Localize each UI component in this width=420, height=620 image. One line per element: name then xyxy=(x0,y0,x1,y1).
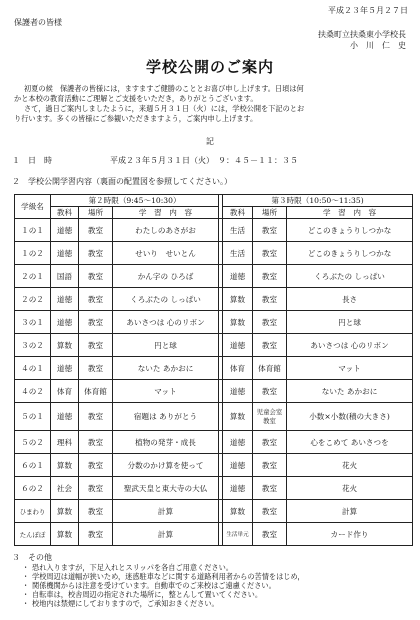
subject-cell: 算数 xyxy=(223,288,253,311)
class-cell: １の２ xyxy=(15,242,51,265)
place-cell: 教室 xyxy=(253,288,287,311)
content-cell: わたしのあさがお xyxy=(113,219,219,242)
class-cell: ２の１ xyxy=(15,265,51,288)
subject-cell: 算数 xyxy=(51,454,79,477)
table-row xyxy=(15,500,413,523)
note-item: ・ 自転車は，校舎周辺の指定された場所に，整とんして置いてください。 xyxy=(22,590,305,599)
table-row xyxy=(15,477,413,500)
table-row xyxy=(15,334,413,357)
content-cell: 円と球 xyxy=(287,311,413,334)
class-cell: ２の２ xyxy=(15,288,51,311)
place-cell: 教室 xyxy=(79,500,113,523)
subject-cell: 道徳 xyxy=(51,219,79,242)
subject-header: 教科 xyxy=(51,207,79,219)
place-cell: 教室 xyxy=(79,357,113,380)
period-2-header: 第２時限（9:45～10:30） xyxy=(51,195,219,207)
class-cell: ４の１ xyxy=(15,357,51,380)
subject-cell: 道徳 xyxy=(223,380,253,403)
notes-list xyxy=(22,563,305,608)
table-row xyxy=(15,523,413,546)
subject-cell: 算数 xyxy=(223,500,253,523)
content-cell: カード作り xyxy=(287,523,413,546)
subject-cell: 算数 xyxy=(51,523,79,546)
content-cell: 分数のかけ算を使って xyxy=(113,454,219,477)
content-cell: かん字の ひろば xyxy=(113,265,219,288)
item-2-heading: ２ 学校公開学習内容（裏面の配置図を参照してください。） xyxy=(12,177,232,186)
place-cell: 体育館 xyxy=(79,380,113,403)
school-name: 扶桑町立扶桑東小学校長 xyxy=(318,30,406,39)
content-cell: ないた あかおに xyxy=(113,357,219,380)
subject-header: 教科 xyxy=(223,207,253,219)
subject-cell: 道徳 xyxy=(51,357,79,380)
content-cell: 計算 xyxy=(113,500,219,523)
content-cell: どこのきょうりしつかな xyxy=(287,219,413,242)
class-cell: ４の２ xyxy=(15,380,51,403)
table-row xyxy=(15,219,413,242)
intro-line-2: かと本校の教育活動にご理解とご支援をいただき，ありがとうございます。 xyxy=(14,94,258,103)
content-cell: ないた あかおに xyxy=(287,380,413,403)
place-cell: 教室 xyxy=(79,334,113,357)
content-cell: どこのきょうりしつかな xyxy=(287,242,413,265)
class-cell: たんぽぽ xyxy=(15,523,51,546)
content-cell: 聖武天皇と東大寺の大仏 xyxy=(113,477,219,500)
place-cell: 教室 xyxy=(79,403,113,431)
subject-cell: 道徳 xyxy=(223,454,253,477)
place-cell: 教室 xyxy=(79,265,113,288)
subject-cell: 理科 xyxy=(51,431,79,454)
subject-cell: 道徳 xyxy=(51,403,79,431)
table-row xyxy=(15,357,413,380)
place-cell: 教室 xyxy=(79,288,113,311)
place-cell: 体育館 xyxy=(253,357,287,380)
note-item: ・ 学校周辺は道幅が狭いため，迷惑駐車などに関する道路利用者からの苦情をはじめ， xyxy=(22,572,305,581)
place-cell: 教室 xyxy=(253,311,287,334)
content-cell: あいさつは 心のリボン xyxy=(113,311,219,334)
place-cell: 教室 xyxy=(79,523,113,546)
subject-cell: 算数 xyxy=(223,403,253,431)
place-cell: 教室 xyxy=(79,242,113,265)
content-cell: 心をこめて あいさつを xyxy=(287,431,413,454)
class-cell: ５の１ xyxy=(15,403,51,431)
subject-cell: 道徳 xyxy=(223,265,253,288)
class-cell: ひまわり xyxy=(15,500,51,523)
subject-cell: 算数 xyxy=(51,334,79,357)
place-cell: 教室 xyxy=(79,454,113,477)
place-cell: 教室 xyxy=(253,500,287,523)
place-cell: 教室 xyxy=(253,219,287,242)
note-item: ・ 恐れ入りますが，下足入れとスリッパを各自ご用意ください。 xyxy=(22,563,305,572)
subject-cell: 道徳 xyxy=(223,431,253,454)
class-cell: ３の１ xyxy=(15,311,51,334)
place-header: 場所 xyxy=(253,207,287,219)
item-1-value: 平成２３年５月３１日（火） ９：４５－１１：３５ xyxy=(110,156,298,165)
place-cell: 教室 xyxy=(253,454,287,477)
content-cell: くろぶたの しっぱい xyxy=(287,265,413,288)
content-cell: 宿題は ありがとう xyxy=(113,403,219,431)
content-cell: 長さ xyxy=(287,288,413,311)
place-cell: 教室 xyxy=(253,242,287,265)
intro-line-4: り行います。多くの皆様にご参観いただきますよう，ご案内申し上げます。 xyxy=(14,114,258,123)
note-item: ・ 関係機関からは注意を受けています。自動車でのご来校はご遠慮ください。 xyxy=(22,581,305,590)
page-title: 学校公開のご案内 xyxy=(145,58,274,76)
intro-line-3: さて，過日ご案内しましたように，来週５月３１日（火）には，学校公開を下記のとお xyxy=(24,104,305,113)
note-item: ・ 校地内は禁煙にしておりますので，ご承知おきください。 xyxy=(22,599,305,608)
place-cell: 教室 xyxy=(253,477,287,500)
content-cell: マット xyxy=(287,357,413,380)
table-row xyxy=(15,403,413,431)
class-cell: ６の２ xyxy=(15,477,51,500)
schedule-table xyxy=(14,194,413,546)
intro-line-1: 初夏の候 保護者の皆様には，ますますご健勝のこととお喜び申し上げます。日頃は何 xyxy=(24,84,304,93)
class-cell: ６の１ xyxy=(15,454,51,477)
subject-cell: 体育 xyxy=(51,380,79,403)
content-cell: 円と球 xyxy=(113,334,219,357)
content-cell: 花火 xyxy=(287,454,413,477)
class-cell: ５の２ xyxy=(15,431,51,454)
place-cell: 教室 xyxy=(253,380,287,403)
subject-cell: 算数 xyxy=(223,311,253,334)
class-header: 学級名 xyxy=(15,195,51,219)
content-cell: くろぶたの しっぱい xyxy=(113,288,219,311)
class-cell: ３の２ xyxy=(15,334,51,357)
table-row xyxy=(15,242,413,265)
table-row xyxy=(15,311,413,334)
content-cell: 計算 xyxy=(113,523,219,546)
table-row xyxy=(15,454,413,477)
place-cell: 教室 xyxy=(253,334,287,357)
content-cell: 花火 xyxy=(287,477,413,500)
subject-cell: 道徳 xyxy=(51,288,79,311)
content-cell: せいり せいとん xyxy=(113,242,219,265)
subject-cell: 道徳 xyxy=(223,334,253,357)
content-cell: 計算 xyxy=(287,500,413,523)
place-header: 場所 xyxy=(79,207,113,219)
subject-cell: 生活単元 xyxy=(223,523,253,546)
subject-cell: 道徳 xyxy=(223,477,253,500)
content-cell: マット xyxy=(113,380,219,403)
content-header: 学 習 内 容 xyxy=(113,207,219,219)
item-1-label: １ 日 時 xyxy=(12,156,52,165)
subject-cell: 道徳 xyxy=(51,311,79,334)
principal-name: 小 川 仁 史 xyxy=(350,41,406,50)
table-row xyxy=(15,265,413,288)
recipient: 保護者の皆様 xyxy=(14,18,62,27)
place-cell: 教室 xyxy=(253,431,287,454)
subject-cell: 体育 xyxy=(223,357,253,380)
place-cell: 児童会室 教室 xyxy=(253,403,287,431)
content-header: 学 習 内 容 xyxy=(287,207,413,219)
place-cell: 教室 xyxy=(253,523,287,546)
ki-heading: 記 xyxy=(206,137,214,146)
subject-cell: 道徳 xyxy=(51,242,79,265)
table-row xyxy=(15,288,413,311)
content-cell: あいさつは 心のリボン xyxy=(287,334,413,357)
place-cell: 教室 xyxy=(253,265,287,288)
class-cell: １の１ xyxy=(15,219,51,242)
place-cell: 教室 xyxy=(79,311,113,334)
subject-cell: 社会 xyxy=(51,477,79,500)
place-cell: 教室 xyxy=(79,431,113,454)
content-cell: 植物の発芽・成長 xyxy=(113,431,219,454)
subject-cell: 生活 xyxy=(223,242,253,265)
item-3-heading: ３ その他 xyxy=(12,553,52,562)
document-date: 平成２３年５月２７日 xyxy=(328,6,408,15)
place-cell: 教室 xyxy=(79,477,113,500)
period-3-header: 第３時限（10:50～11:35) xyxy=(223,195,413,207)
content-cell: 小数×小数(積の大きさ) xyxy=(287,403,413,431)
subject-cell: 国語 xyxy=(51,265,79,288)
table-row xyxy=(15,380,413,403)
subject-cell: 算数 xyxy=(51,500,79,523)
place-cell: 教室 xyxy=(79,219,113,242)
table-row xyxy=(15,431,413,454)
subject-cell: 生活 xyxy=(223,219,253,242)
